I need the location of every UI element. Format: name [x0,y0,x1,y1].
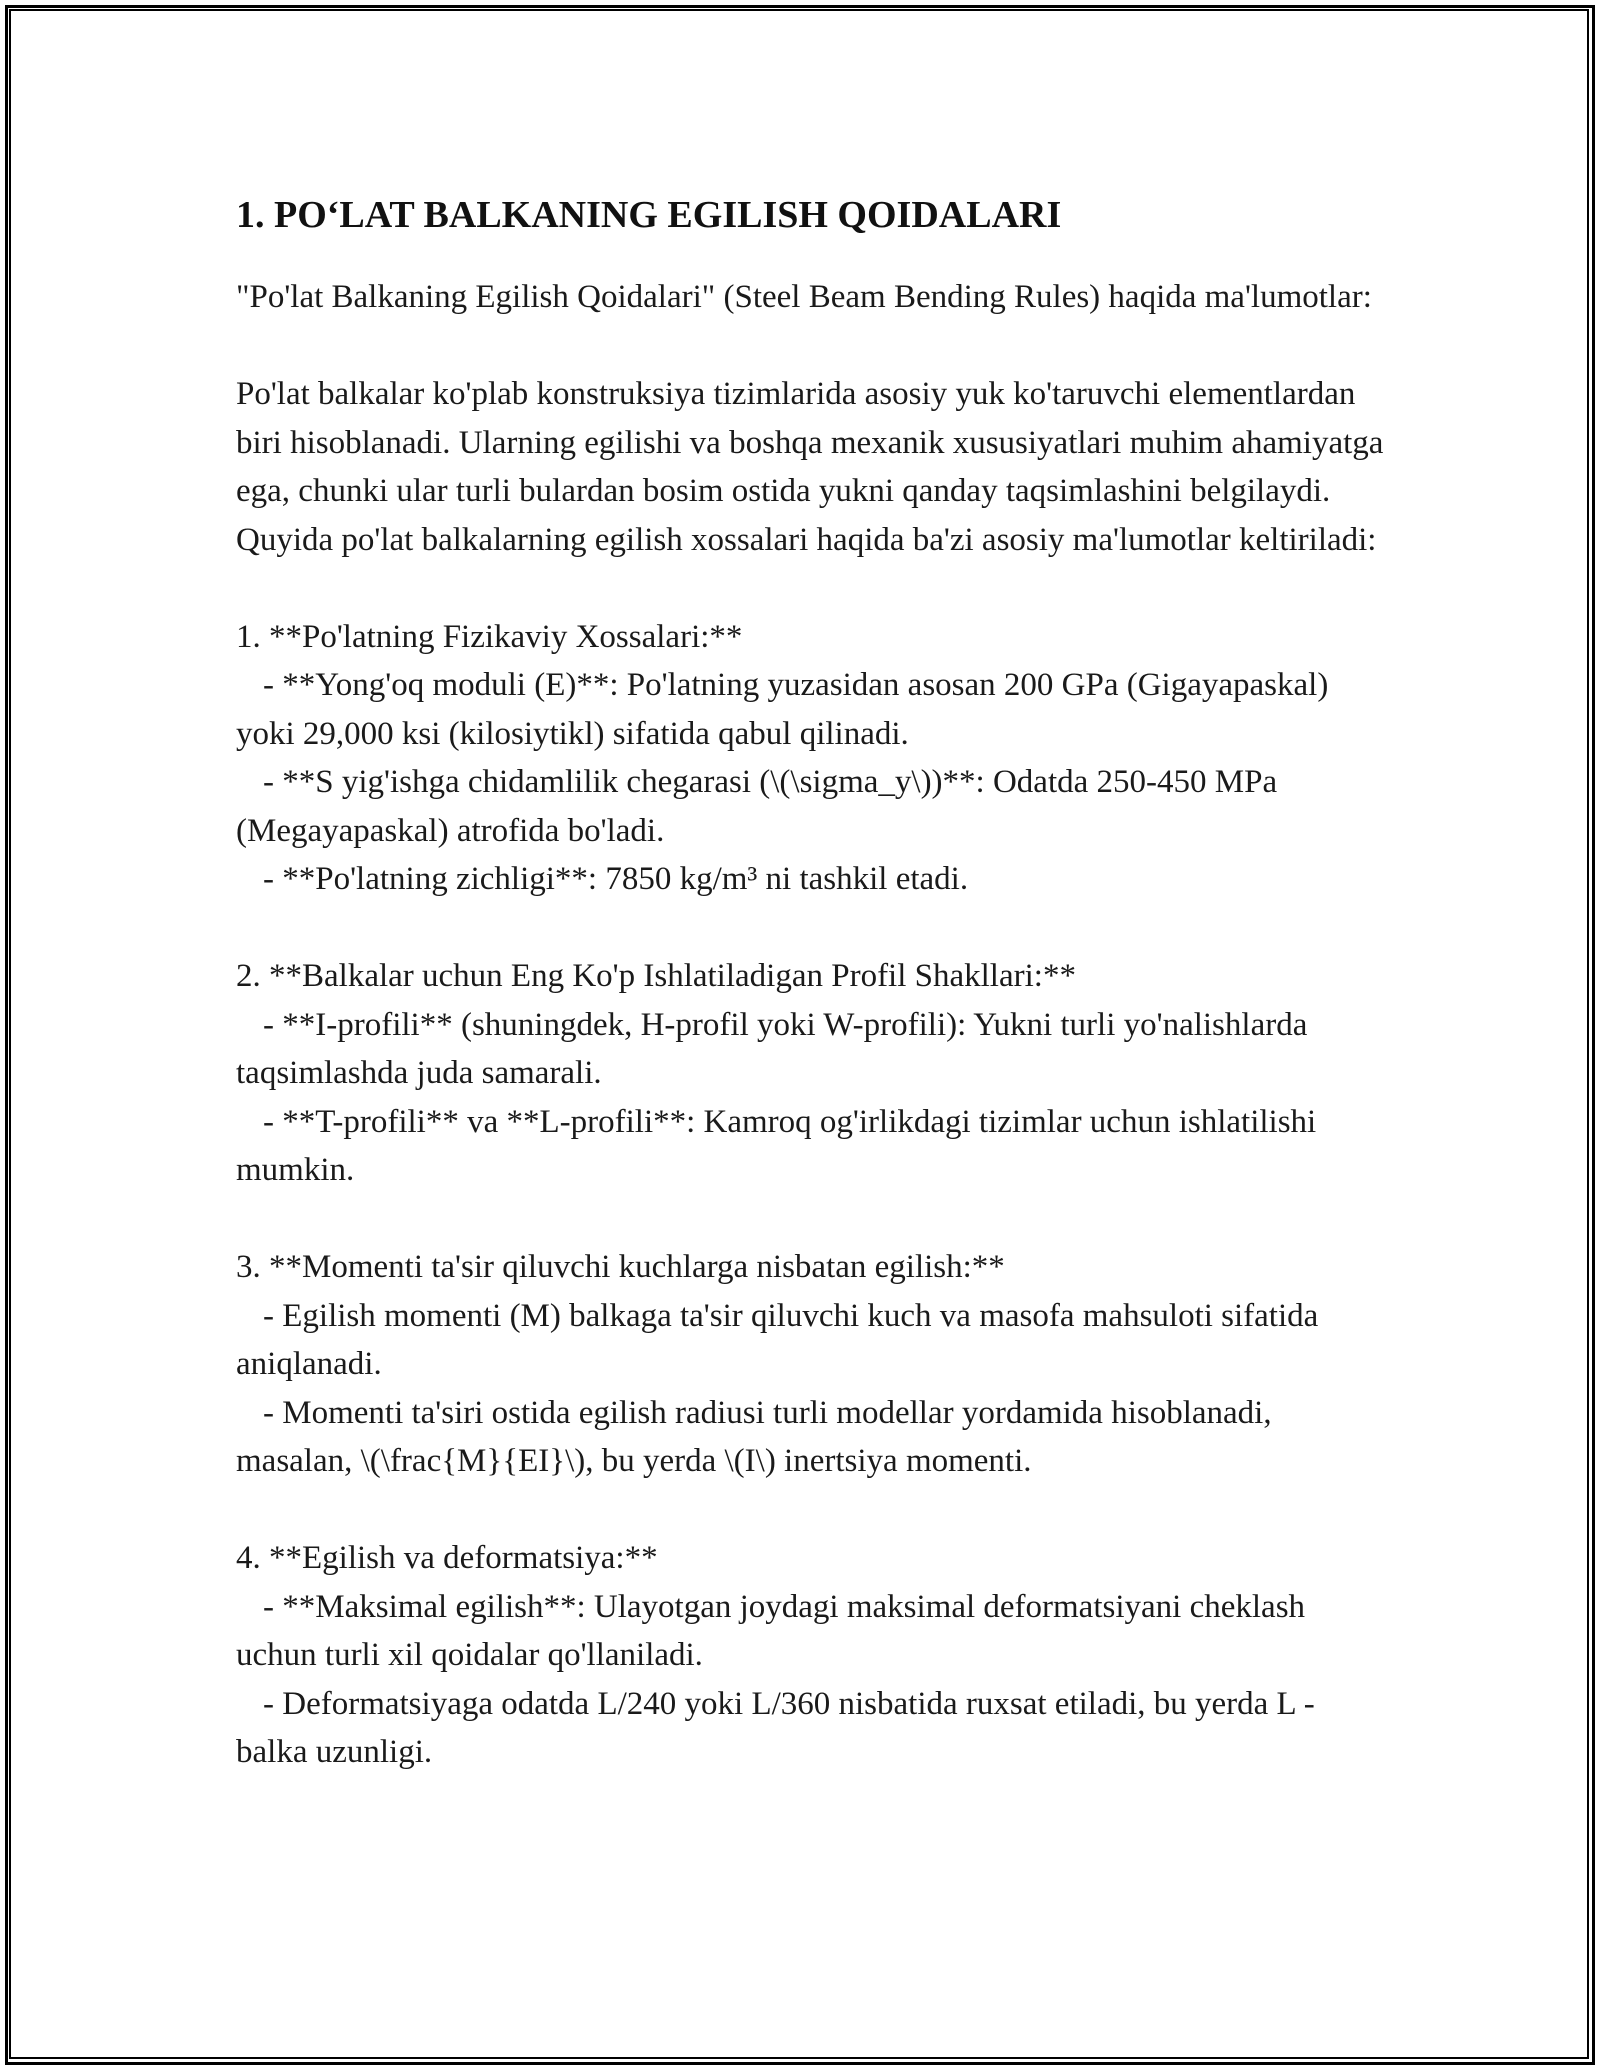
intro-paragraph: "Po'lat Balkaning Egilish Qoidalari" (Steel Beam Bending Rules) haqida ma'lumotlar: [236,279,1372,315]
section-3 [236,1243,1386,1486]
section-1 [236,613,1386,904]
document-heading: 1. PO‘LAT BALKANING EGILISH QOIDALARI [236,194,1062,236]
section-title: 1. **Po'latning Fizikaviy Xossalari:** [236,618,743,655]
section-title: 4. **Egilish va deformatsiya:** [236,1540,658,1576]
list-item: - Deformatsiyaga odatda L/240 yoki L/360 nisbatida ruxsat etiladi, bu yerda L - balka uzunligi. [236,1685,1315,1770]
list-item: - **I-profili** (shuningdek, H-profil yoki W-profili): Yukni turli yo'nalishlarda taqsimlashda juda samarali. [236,1006,1308,1091]
list-item: - **Maksimal egilish**: Ulayotgan joydagi maksimal deformatsiyani cheklash uchun turli xil qoidalar qo'llaniladi. [236,1588,1306,1673]
document-body [236,187,1386,1777]
section-4 [236,1534,1386,1777]
list-item: - **Po'latning zichligi**: 7850 kg/m³ ni tashkil etadi. [263,861,969,897]
list-item: - Egilish momenti (M) balkaga ta'sir qiluvchi kuch va masofa mahsuloti sifatida aniqlanadi. [236,1297,1319,1382]
list-item: - **S yig'ishga chidamlilik chegarasi (\(\sigma_y\))**: Odatda 250-450 MPa (Megayapaskal) atrofida bo'ladi. [236,764,1278,849]
overview-paragraph: Po'lat balkalar ko'plab konstruksiya tizimlarida asosiy yuk ko'taruvchi elementlardan biri hisoblanadi. Ularning egilishi va boshqa mexanik xususiyatlari muhim ahamiyatga ega, chunki ular turli bulardan bosim ostida yukni qanday taqsimlashini belgilaydi. Quyida po'lat balkalarning egilish xossalari haqida ba'zi asosiy ma'lumotlar keltiriladi: [236,376,1384,558]
list-item: - **Yong'oq moduli (E)**: Po'latning yuzasidan asosan 200 GPa (Gigayapaskal) yoki 29,000 ksi (kilosiytikl) sifatida qabul qilinadi. [236,667,1329,752]
section-2 [236,952,1386,1195]
list-item: - **T-profili** va **L-profili**: Kamroq og'irlikdagi tizimlar uchun ishlatilishi mumkin. [236,1103,1317,1188]
section-title: 3. **Momenti ta'sir qiluvchi kuchlarga nisbatan egilish:** [236,1249,1005,1285]
list-item: - Momenti ta'siri ostida egilish radiusi turli modellar yordamida hisoblanadi, masalan, \(\frac{M}{EI}\), bu yerda \(I\) inertsiya momenti. [236,1394,1272,1479]
section-title: 2. **Balkalar uchun Eng Ko'p Ishlatiladigan Profil Shakllari:** [236,958,1076,994]
